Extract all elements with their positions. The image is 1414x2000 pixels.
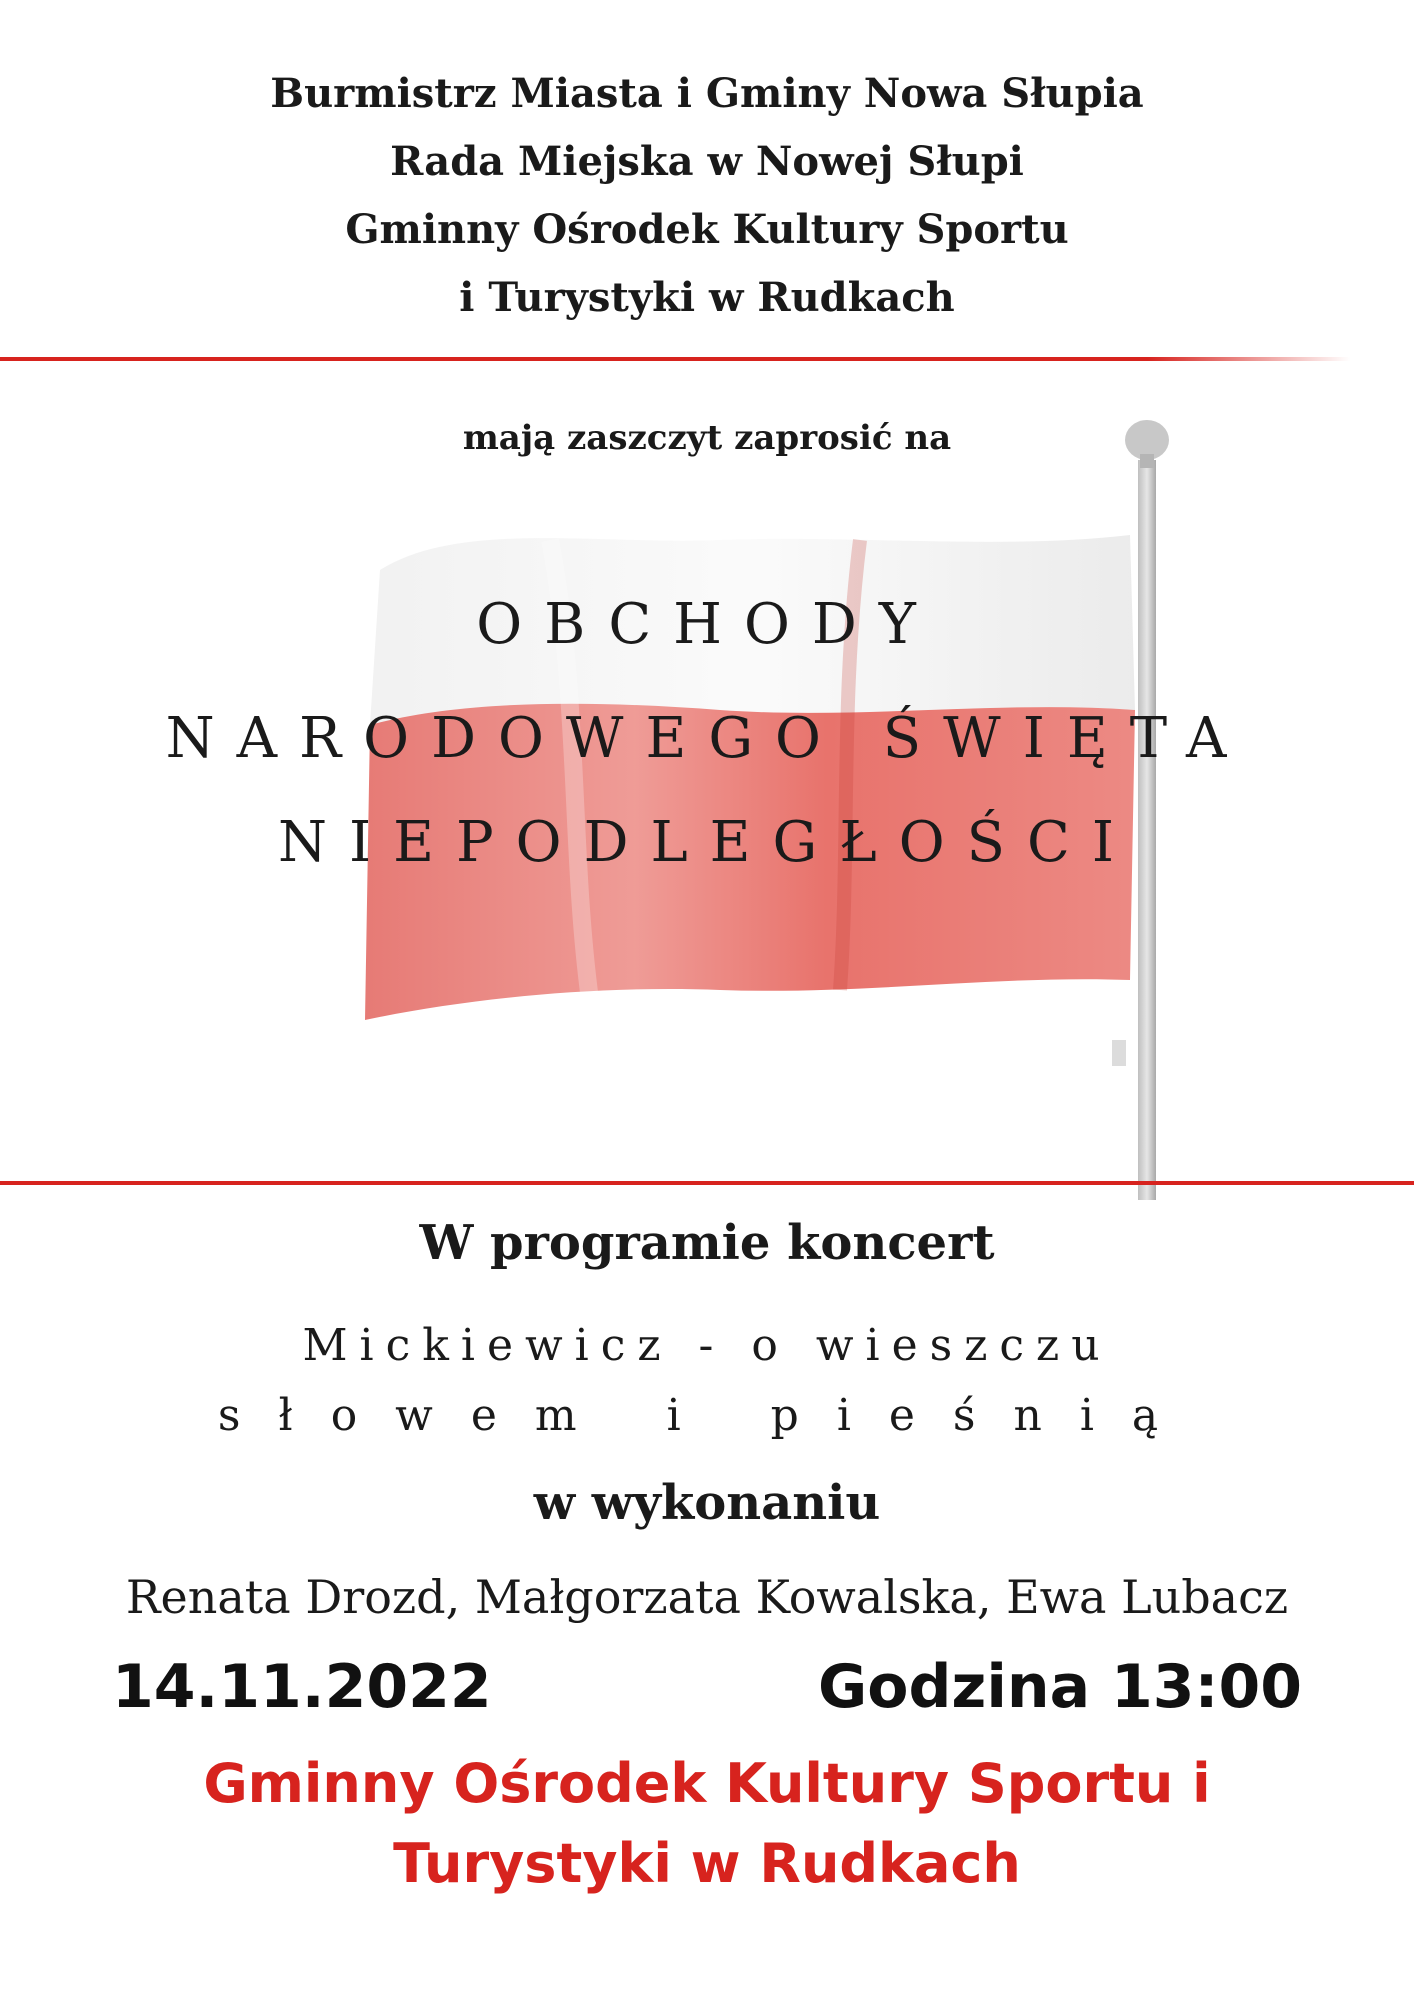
performers: Renata Drozd, Małgorzata Kowalska, Ewa Lubacz (125, 1570, 1289, 1624)
organizer-line-1: Burmistrz Miasta i Gminy Nowa Słupia (270, 70, 1144, 117)
top-divider (0, 357, 1350, 361)
title-line-1: OBCHODY (476, 592, 938, 657)
organizer-line-2: Rada Miejska w Nowej Słupi (390, 138, 1024, 185)
program-intro: W programie koncert (419, 1215, 995, 1271)
organizer-line-4: i Turystyki w Rudkach (459, 274, 955, 321)
venue-line-2: Turystyki w Rudkach (393, 1832, 1021, 1895)
event-time: Godzina 13:00 (818, 1652, 1302, 1722)
title-line-2: NARODOWEGO ŚWIĘTA (165, 706, 1249, 771)
title-line-3: NIEPODLEGŁOŚCI (278, 810, 1136, 875)
concert-title-line-2: słowem i pieśnią (217, 1390, 1197, 1441)
organizer-line-3: Gminny Ośrodek Kultury Sportu (345, 206, 1069, 253)
concert-title-line-1: Mickiewicz - o wieszczu (302, 1320, 1112, 1371)
event-date: 14.11.2022 (112, 1652, 492, 1722)
polish-flag-illustration (340, 400, 1220, 1200)
performed-by: w wykonaniu (533, 1475, 881, 1531)
invite-text: mają zaszczyt zaprosić na (462, 418, 952, 458)
bottom-divider (0, 1181, 1414, 1185)
venue-line-1: Gminny Ośrodek Kultury Sportu i (203, 1752, 1211, 1815)
